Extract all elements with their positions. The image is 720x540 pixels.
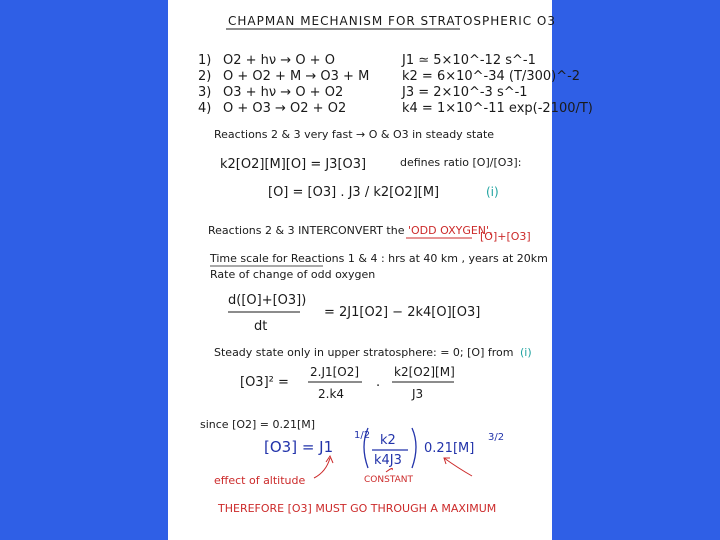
reaction-3-number: 3) bbox=[198, 85, 212, 100]
upper-stratosphere-note: Steady state only in upper stratosphere: = 0; [O] from bbox=[214, 346, 514, 359]
final-fraction-numerator: k2 bbox=[380, 433, 396, 448]
reaction-1-number: 1) bbox=[198, 53, 212, 68]
second-fraction-denominator: J3 bbox=[412, 387, 424, 401]
derivative-numerator: d([O]+[O3]) bbox=[228, 293, 307, 308]
reaction-1-equation: O2 + hν → O + O bbox=[223, 53, 335, 68]
derivative-rhs: = 2J1[O2] − 2k4[O][O3] bbox=[324, 305, 481, 320]
final-fraction-denominator: k4J3 bbox=[374, 453, 402, 468]
oxygen-atom-expression: [O] = [O3] . J3 / k2[O2][M] bbox=[268, 185, 440, 200]
reaction-3-rate: J3 = 2×10^-3 s^-1 bbox=[402, 85, 528, 100]
exponent-arrow bbox=[444, 458, 472, 476]
constant-arrow bbox=[386, 468, 392, 472]
equation-tag-i-reference: (i) bbox=[520, 346, 532, 359]
second-fraction-numerator: k2[O2][M] bbox=[394, 365, 455, 379]
interconvert-note: Reactions 2 & 3 INTERCONVERT the bbox=[208, 224, 405, 237]
first-fraction-denominator: 2.k4 bbox=[318, 387, 345, 401]
final-equation-lhs: [O3] = J1 bbox=[264, 438, 334, 456]
handwritten-notes-page bbox=[168, 0, 593, 540]
reaction-1-rate: J1 ≃ 5×10^-12 s^-1 bbox=[402, 53, 536, 68]
reaction-2-number: 2) bbox=[198, 69, 212, 84]
reaction-3-equation: O3 + hν → O + O2 bbox=[223, 85, 344, 100]
final-equation-rhs: 0.21[M] bbox=[424, 441, 475, 456]
altitude-arrow bbox=[314, 458, 330, 478]
reaction-4-equation: O + O3 → O2 + O2 bbox=[223, 101, 347, 116]
equation-tag-i: (i) bbox=[486, 185, 499, 199]
since-note: since [O2] = 0.21[M] bbox=[200, 418, 316, 431]
final-rhs-exponent: 3/2 bbox=[488, 432, 505, 443]
conclusion-statement: THEREFORE [O3] MUST GO THROUGH A MAXIMUM bbox=[218, 502, 497, 515]
notes-canvas bbox=[168, 0, 593, 540]
defines-ratio-note: defines ratio [O]/[O3]: bbox=[400, 156, 522, 169]
final-equation-exponent: 1/2 bbox=[354, 430, 371, 441]
final-equation bbox=[264, 428, 504, 468]
constant-label: CONSTANT bbox=[364, 475, 413, 485]
effect-of-altitude-label: effect of altitude bbox=[214, 474, 306, 487]
product-dot: . bbox=[376, 375, 381, 390]
odd-oxygen-sum: [O]+[O3] bbox=[480, 230, 531, 243]
reaction-2-equation: O + O2 + M → O3 + M bbox=[223, 69, 370, 84]
time-scale-note: Time scale for Reactions 1 & 4 : hrs at 40 km , years at 20km bbox=[210, 252, 548, 265]
steady-state-equation: k2[O2][M][O] = J3[O3] bbox=[220, 157, 367, 172]
ozone-squared-lhs: [O3]² = bbox=[240, 375, 289, 390]
reaction-4-number: 4) bbox=[198, 101, 212, 116]
reaction-4-rate: k4 = 1×10^-11 exp(-2100/T) bbox=[402, 101, 593, 116]
page-title: CHAPMAN MECHANISM FOR STRATOSPHERIC O3 bbox=[228, 14, 557, 28]
steady-state-note: Reactions 2 & 3 very fast → O & O3 in steady state bbox=[214, 128, 495, 141]
reaction-2-rate: k2 = 6×10^-34 (T/300)^-2 bbox=[402, 69, 581, 84]
odd-oxygen-label: 'ODD OXYGEN', bbox=[408, 224, 493, 237]
right-parenthesis bbox=[412, 428, 416, 468]
rate-of-change-note: Rate of change of odd oxygen bbox=[210, 268, 376, 281]
derivative-denominator: dt bbox=[254, 319, 268, 334]
first-fraction-numerator: 2.J1[O2] bbox=[310, 365, 360, 379]
